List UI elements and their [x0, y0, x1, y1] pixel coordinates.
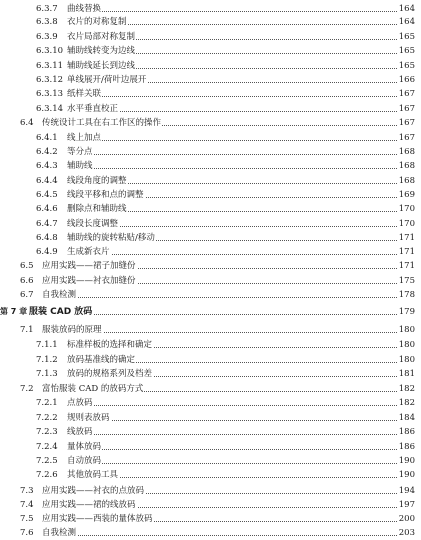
toc-entry-number: 7.3	[20, 486, 34, 496]
toc-page-number: 182	[398, 384, 415, 394]
toc-entry-title: 应用实践——西装的量体放码	[42, 514, 153, 524]
toc-entry-row[interactable]	[0, 188, 421, 202]
toc-entry-row[interactable]	[0, 231, 421, 245]
toc-entry-title: 服装放码的原理	[42, 325, 102, 335]
toc-entry-title: 放码基准线的确定	[67, 355, 136, 365]
toc-leader-dots	[67, 254, 401, 255]
toc-entry-number: 6.7	[20, 290, 34, 300]
toc-entry-number: 7.2.2	[36, 413, 58, 423]
toc-leader-dots	[67, 449, 401, 450]
toc-entry-title: 应用实践——衬衣的点放码	[42, 486, 145, 496]
toc-page-number: 171	[398, 261, 415, 271]
toc-entry-row[interactable]	[0, 353, 421, 367]
toc-entry-title: 应用实践——衬衣加缝份	[42, 276, 136, 286]
toc-entry-number: 6.6	[20, 276, 34, 286]
toc-entry-row[interactable]	[0, 102, 421, 116]
toc-entry-title: 纸样关联	[67, 89, 102, 99]
toc-entry-number: 7.2	[20, 384, 34, 394]
toc-entry-number: 7.2.6	[36, 470, 58, 480]
toc-entry-row[interactable]	[0, 411, 421, 425]
toc-entry-number: 第 7 章	[0, 307, 28, 316]
toc-entry-title: 服装 CAD 放码	[29, 307, 93, 317]
toc-entry-row[interactable]	[0, 440, 421, 454]
toc-leader-dots	[42, 297, 401, 298]
toc-entry-title: 富怡服装 CAD 的放码方式	[42, 384, 144, 394]
toc-entry-number: 6.3.13	[36, 89, 64, 99]
toc-entry-row[interactable]	[0, 323, 421, 337]
toc-entry-number: 7.4	[20, 500, 34, 510]
toc-entry-number: 6.4.8	[36, 233, 58, 243]
toc-page-number: 175	[398, 276, 415, 286]
toc-page-number: 190	[398, 470, 415, 480]
toc-page-number: 167	[398, 133, 415, 143]
toc-leader-dots	[67, 154, 401, 155]
toc-entry-number: 6.4.9	[36, 247, 58, 257]
toc-page-number: 165	[398, 61, 415, 71]
toc-leader-dots	[67, 11, 401, 12]
toc-entry-number: 6.3.14	[36, 104, 64, 114]
toc-entry-number: 6.4.6	[36, 204, 58, 214]
toc-page-number: 168	[398, 147, 415, 157]
toc-entry-number: 6.4.2	[36, 147, 58, 157]
toc-page-number: 167	[398, 104, 415, 114]
toc-chapter-row[interactable]	[0, 305, 421, 319]
toc-entry-title: 单线展开/荷叶边展开	[67, 75, 147, 85]
toc-entry-row[interactable]	[0, 131, 421, 145]
toc-entry-row[interactable]	[0, 2, 421, 16]
toc-entry-title: 曲线替换	[67, 4, 102, 14]
toc-leader-dots	[67, 434, 401, 435]
toc-entry-number: 6.5	[20, 261, 34, 271]
toc-entry-title: 标准样板的选择和确定	[67, 340, 153, 350]
toc-page-number: 186	[398, 427, 415, 437]
toc-entry-row[interactable]	[0, 15, 421, 29]
toc-entry-number: 7.1	[20, 325, 34, 335]
toc-page-number: 184	[398, 413, 415, 423]
toc-page-number: 167	[398, 89, 415, 99]
toc-entry-row[interactable]	[0, 217, 421, 231]
toc-entry-number: 7.2.1	[36, 398, 58, 408]
toc-entry-row[interactable]	[0, 382, 421, 396]
toc-entry-row[interactable]	[0, 145, 421, 159]
toc-entry-title: 点放码	[67, 398, 93, 408]
toc-page-number: 166	[398, 75, 415, 85]
toc-entry-title: 删除点和辅助线	[67, 204, 127, 214]
toc-entry-title: 辅助线的旋转粘贴/移动	[67, 233, 155, 243]
toc-entry-row[interactable]	[0, 396, 421, 410]
toc-entry-title: 线段角度的调整	[67, 176, 127, 186]
toc-entry-number: 6.3.9	[36, 32, 58, 42]
toc-page-number: 168	[398, 161, 415, 171]
toc-page-number: 170	[398, 219, 415, 229]
toc-entry-title: 自我检测	[42, 528, 77, 538]
toc-entry-title: 线段平移和点的调整	[67, 190, 144, 200]
toc-entry-row[interactable]	[0, 484, 421, 498]
toc-entry-row[interactable]	[0, 454, 421, 468]
toc-entry-number: 7.2.3	[36, 427, 58, 437]
toc-entry-row[interactable]	[0, 512, 421, 526]
toc-entry-row[interactable]	[0, 159, 421, 173]
toc-entry-row[interactable]	[0, 274, 421, 288]
toc-page-number: 182	[398, 398, 415, 408]
toc-entry-title: 传统设计工具在右工作区的操作	[42, 118, 162, 128]
toc-entry-row[interactable]	[0, 425, 421, 439]
toc-entry-row[interactable]	[0, 288, 421, 302]
toc-entry-row[interactable]	[0, 30, 421, 44]
toc-page-number: 194	[398, 486, 415, 496]
toc-entry-title: 辅助线延长到边线	[67, 61, 136, 71]
toc-page-number: 190	[398, 456, 415, 466]
toc-page-number: 197	[398, 500, 415, 510]
toc-entry-row[interactable]	[0, 174, 421, 188]
toc-entry-title: 等分点	[67, 147, 93, 157]
toc-entry-number: 6.3.8	[36, 17, 58, 27]
toc-entry-title: 规则表放码	[67, 413, 110, 423]
toc-entry-row[interactable]	[0, 367, 421, 381]
toc-entry-title: 自动放码	[67, 456, 102, 466]
toc-entry-row[interactable]	[0, 73, 421, 87]
toc-entry-number: 6.4.5	[36, 190, 58, 200]
toc-leader-dots	[67, 96, 401, 97]
toc-leader-dots	[42, 535, 401, 536]
toc-entry-row[interactable]	[0, 526, 421, 540]
toc-page-number: 181	[398, 369, 415, 379]
toc-entry-title: 生成新衣片	[67, 247, 110, 257]
toc-entry-title: 线上加点	[67, 133, 102, 143]
toc-entry-row[interactable]	[0, 468, 421, 482]
toc-leader-dots	[67, 168, 401, 169]
toc-entry-number: 7.1.3	[36, 369, 58, 379]
toc-entry-number: 7.5	[20, 514, 34, 524]
toc-leader-dots	[67, 140, 401, 141]
toc-entry-title: 线段长度调整	[67, 219, 119, 229]
toc-page-number: 180	[398, 325, 415, 335]
toc-entry-row[interactable]	[0, 498, 421, 512]
toc-entry-title: 衣片的对称复制	[67, 17, 127, 27]
toc-entry-title: 自我检测	[42, 290, 77, 300]
toc-entry-number: 6.4.4	[36, 176, 58, 186]
toc-entry-title: 辅助线转变为边线	[67, 46, 136, 56]
toc-leader-dots	[67, 405, 401, 406]
toc-entry-number: 6.4	[20, 118, 34, 128]
toc-entry-number: 6.4.3	[36, 161, 58, 171]
toc-page-number: 180	[398, 355, 415, 365]
toc-entry-number: 7.1.1	[36, 340, 58, 350]
toc-entry-number: 7.1.2	[36, 355, 58, 365]
toc-page-number: 179	[398, 307, 415, 317]
toc-page-number: 171	[398, 233, 415, 243]
toc-page-number: 203	[398, 528, 415, 538]
toc-entry-row[interactable]	[0, 116, 421, 130]
toc-entry-title: 水平垂直校正	[67, 104, 119, 114]
toc-entry-number: 6.3.11	[36, 61, 64, 71]
toc-entry-title: 应用实践——裙的线放码	[42, 500, 136, 510]
toc-entry-title: 放码的规格系列及档差	[67, 369, 153, 379]
toc-entry-row[interactable]	[0, 59, 421, 73]
toc-entry-row[interactable]	[0, 87, 421, 101]
toc-entry-row[interactable]	[0, 202, 421, 216]
toc-entry-number: 7.6	[20, 528, 34, 538]
toc-entry-number: 6.4.1	[36, 133, 58, 143]
toc-entry-title: 其他放码工具	[67, 470, 119, 480]
toc-entry-title: 线放码	[67, 427, 93, 437]
toc-entry-row[interactable]	[0, 338, 421, 352]
toc-entry-title: 衣片局部对称复制	[67, 32, 136, 42]
toc-entry-row[interactable]	[0, 44, 421, 58]
toc-entry-number: 6.3.7	[36, 4, 58, 14]
toc-page-number: 200	[398, 514, 415, 524]
toc-entry-row[interactable]	[0, 245, 421, 259]
toc-page-number: 186	[398, 442, 415, 452]
toc-entry-title: 辅助线	[67, 161, 93, 171]
toc-page-number: 180	[398, 340, 415, 350]
toc-page-number: 178	[398, 290, 415, 300]
toc-entry-number: 6.3.10	[36, 46, 64, 56]
toc-page-number: 165	[398, 32, 415, 42]
toc-leader-dots	[67, 463, 401, 464]
toc-leader-dots	[67, 420, 401, 421]
toc-page-number: 170	[398, 204, 415, 214]
toc-page-number: 164	[398, 4, 415, 14]
toc-page-number: 167	[398, 118, 415, 128]
toc-entry-title: 量体放码	[67, 442, 102, 452]
toc-entry-number: 6.3.12	[36, 75, 64, 85]
toc-entry-title: 应用实践——裙子加缝份	[42, 261, 136, 271]
toc-entry-number: 7.2.5	[36, 456, 58, 466]
toc-page-number: 169	[398, 190, 415, 200]
toc-page-number: 171	[398, 247, 415, 257]
toc-page-number: 165	[398, 46, 415, 56]
toc-page-number: 168	[398, 176, 415, 186]
toc-entry-row[interactable]	[0, 259, 421, 273]
toc-entry-number: 7.2.4	[36, 442, 58, 452]
toc-entry-number: 6.4.7	[36, 219, 58, 229]
toc-page-number: 164	[398, 17, 415, 27]
